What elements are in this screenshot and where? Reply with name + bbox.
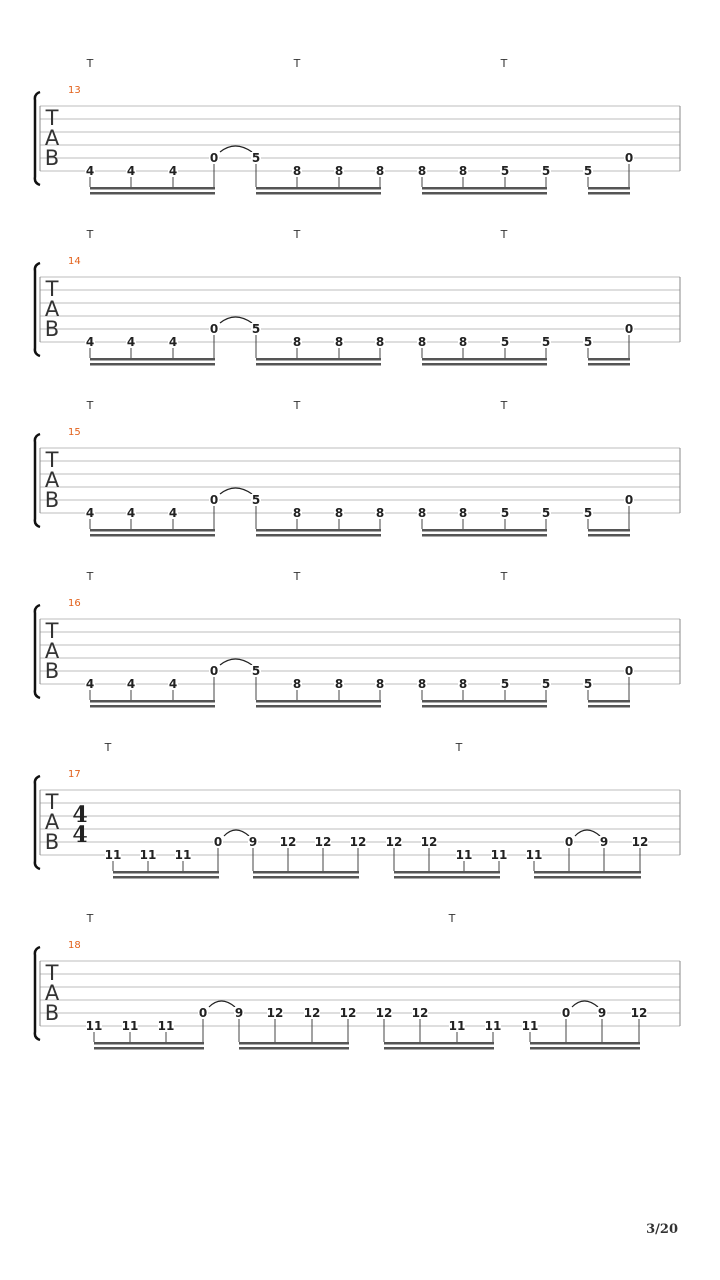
fret-number: 4 [85, 677, 95, 691]
tap-mark: T [86, 912, 94, 925]
fret-number: 5 [500, 164, 510, 178]
fret-number: 5 [500, 677, 510, 691]
beam [384, 1047, 494, 1050]
fret-number: 8 [458, 506, 468, 520]
fret-number: 5 [583, 677, 593, 691]
fret-number: 11 [521, 1019, 539, 1033]
fret-number: 8 [292, 164, 302, 178]
beam [534, 871, 641, 874]
beam [422, 358, 547, 361]
fret-number: 5 [583, 506, 593, 520]
fret-number: 5 [251, 493, 261, 507]
fret-number: 5 [541, 164, 551, 178]
tap-mark: T [86, 399, 94, 412]
fret-number: 5 [541, 677, 551, 691]
tap-mark: T [293, 570, 301, 583]
fret-number: 4 [126, 335, 136, 349]
beam [256, 363, 381, 366]
measure-number: 13 [68, 85, 81, 96]
fret-number: 8 [417, 506, 427, 520]
beam [530, 1047, 640, 1050]
fret-number: 11 [455, 848, 473, 862]
tap-mark: T [293, 228, 301, 241]
fret-number: 4 [168, 677, 178, 691]
fret-number: 5 [251, 151, 261, 165]
beam [422, 192, 547, 195]
tap-mark: T [500, 570, 508, 583]
fret-number: 5 [500, 506, 510, 520]
beam [256, 534, 381, 537]
tab-clef-letter: T [45, 448, 59, 472]
page-number: 3/20 [646, 1222, 678, 1237]
tab-clef-letter: A [44, 126, 60, 150]
tap-mark: T [86, 57, 94, 70]
beam [90, 187, 215, 190]
tab-clef-letter: A [44, 297, 60, 321]
beam [394, 871, 500, 874]
fret-number: 8 [375, 506, 385, 520]
fret-number: 12 [314, 835, 332, 849]
fret-number: 9 [248, 835, 258, 849]
beam [530, 1042, 640, 1045]
fret-number: 12 [303, 1006, 321, 1020]
beam [422, 534, 547, 537]
fret-number: 5 [583, 335, 593, 349]
beam [588, 534, 630, 537]
fret-number: 8 [334, 506, 344, 520]
tab-clef-letter: A [44, 810, 60, 834]
fret-number: 12 [339, 1006, 357, 1020]
beam [256, 187, 381, 190]
measure-number: 15 [68, 427, 81, 438]
fret-number: 8 [334, 164, 344, 178]
beam [239, 1047, 349, 1050]
fret-number: 12 [375, 1006, 393, 1020]
fret-number: 8 [292, 506, 302, 520]
fret-number: 4 [85, 164, 95, 178]
fret-number: 8 [417, 335, 427, 349]
tap-mark: T [104, 741, 112, 754]
tap-mark: T [293, 57, 301, 70]
system-bracket [35, 92, 40, 185]
fret-number: 11 [85, 1019, 103, 1033]
tap-mark: T [500, 399, 508, 412]
fret-number: 9 [599, 835, 609, 849]
beam [588, 192, 630, 195]
fret-number: 11 [174, 848, 192, 862]
tab-clef-letter: B [44, 830, 60, 854]
tie-arc [572, 1001, 598, 1007]
tab-clef-letter: A [44, 981, 60, 1005]
beam [256, 358, 381, 361]
fret-number: 8 [458, 335, 468, 349]
tab-clef-letter: B [44, 1001, 60, 1025]
fret-number: 0 [561, 1006, 571, 1020]
tap-mark: T [448, 912, 456, 925]
fret-number: 0 [624, 493, 634, 507]
tap-mark: T [86, 228, 94, 241]
tab-clef-letter: T [45, 106, 59, 130]
fret-number: 12 [279, 835, 297, 849]
fret-number: 5 [541, 335, 551, 349]
fret-number: 0 [209, 493, 219, 507]
beam [588, 705, 630, 708]
fret-number: 11 [490, 848, 508, 862]
tab-clef-letter: B [44, 317, 60, 341]
fret-number: 5 [251, 664, 261, 678]
beam [90, 534, 215, 537]
tap-mark: T [500, 57, 508, 70]
beam [534, 876, 641, 879]
fret-number: 12 [349, 835, 367, 849]
tab-clef-letter: A [44, 639, 60, 663]
tie-arc [220, 659, 252, 665]
beam [256, 705, 381, 708]
fret-number: 11 [525, 848, 543, 862]
beam [394, 876, 500, 879]
fret-number: 8 [334, 335, 344, 349]
measure-number: 18 [68, 940, 81, 951]
beam [90, 358, 215, 361]
beam [422, 529, 547, 532]
beam [90, 192, 215, 195]
beam [422, 363, 547, 366]
beam [256, 700, 381, 703]
tie-arc [209, 1001, 235, 1007]
tab-clef-letter: T [45, 619, 59, 643]
measure-number: 17 [68, 769, 81, 780]
fret-number: 5 [251, 322, 261, 336]
fret-number: 11 [448, 1019, 466, 1033]
system-bracket [35, 263, 40, 356]
beam [422, 705, 547, 708]
fret-number: 4 [168, 164, 178, 178]
fret-number: 9 [597, 1006, 607, 1020]
fret-number: 11 [484, 1019, 502, 1033]
fret-number: 0 [209, 151, 219, 165]
beam [422, 187, 547, 190]
fret-number: 4 [168, 335, 178, 349]
beam [256, 529, 381, 532]
fret-number: 8 [375, 335, 385, 349]
fret-number: 11 [139, 848, 157, 862]
time-signature-top: 4 [72, 802, 88, 828]
tap-mark: T [293, 399, 301, 412]
fret-number: 12 [420, 835, 438, 849]
beam [422, 700, 547, 703]
fret-number: 0 [624, 151, 634, 165]
fret-number: 8 [417, 164, 427, 178]
beam [253, 876, 359, 879]
beam [113, 876, 219, 879]
fret-number: 11 [121, 1019, 139, 1033]
fret-number: 0 [624, 664, 634, 678]
fret-number: 12 [630, 1006, 648, 1020]
measure-number: 14 [68, 256, 81, 267]
fret-number: 12 [385, 835, 403, 849]
fret-number: 8 [292, 677, 302, 691]
tap-mark: T [500, 228, 508, 241]
tie-arc [220, 488, 252, 494]
fret-number: 4 [168, 506, 178, 520]
tab-clef-letter: B [44, 146, 60, 170]
beam [94, 1042, 204, 1045]
fret-number: 11 [104, 848, 122, 862]
tie-arc [220, 146, 252, 152]
beam [94, 1047, 204, 1050]
tab-clef-letter: T [45, 961, 59, 985]
fret-number: 0 [198, 1006, 208, 1020]
beam [90, 363, 215, 366]
fret-number: 8 [292, 335, 302, 349]
fret-number: 0 [213, 835, 223, 849]
tab-clef-letter: A [44, 468, 60, 492]
tie-arc [575, 830, 600, 836]
fret-number: 8 [334, 677, 344, 691]
fret-number: 9 [234, 1006, 244, 1020]
beam [253, 871, 359, 874]
fret-number: 0 [209, 322, 219, 336]
fret-number: 8 [375, 164, 385, 178]
fret-number: 11 [157, 1019, 175, 1033]
fret-number: 8 [417, 677, 427, 691]
fret-number: 0 [624, 322, 634, 336]
system-bracket [35, 605, 40, 698]
system-bracket [35, 776, 40, 869]
tab-clef-letter: B [44, 659, 60, 683]
beam [256, 192, 381, 195]
fret-number: 8 [375, 677, 385, 691]
beam [90, 700, 215, 703]
beam [588, 187, 630, 190]
fret-number: 0 [564, 835, 574, 849]
tie-arc [224, 830, 249, 836]
fret-number: 4 [126, 164, 136, 178]
system-bracket [35, 947, 40, 1040]
fret-number: 5 [500, 335, 510, 349]
beam [90, 529, 215, 532]
tab-clef-letter: B [44, 488, 60, 512]
beam [588, 529, 630, 532]
beam [90, 705, 215, 708]
system-bracket [35, 434, 40, 527]
beam [113, 871, 219, 874]
tie-arc [220, 317, 252, 323]
fret-number: 5 [541, 506, 551, 520]
beam [239, 1042, 349, 1045]
fret-number: 8 [458, 677, 468, 691]
tab-clef-letter: T [45, 277, 59, 301]
time-signature-bottom: 4 [72, 822, 88, 848]
fret-number: 4 [85, 506, 95, 520]
tab-clef-letter: T [45, 790, 59, 814]
beam [588, 358, 630, 361]
fret-number: 12 [266, 1006, 284, 1020]
fret-number: 4 [126, 506, 136, 520]
fret-number: 12 [631, 835, 649, 849]
tap-mark: T [455, 741, 463, 754]
fret-number: 12 [411, 1006, 429, 1020]
beam [384, 1042, 494, 1045]
beam [588, 700, 630, 703]
measure-number: 16 [68, 598, 81, 609]
fret-number: 4 [126, 677, 136, 691]
beam [588, 363, 630, 366]
fret-number: 8 [458, 164, 468, 178]
tap-mark: T [86, 570, 94, 583]
fret-number: 4 [85, 335, 95, 349]
fret-number: 0 [209, 664, 219, 678]
fret-number: 5 [583, 164, 593, 178]
